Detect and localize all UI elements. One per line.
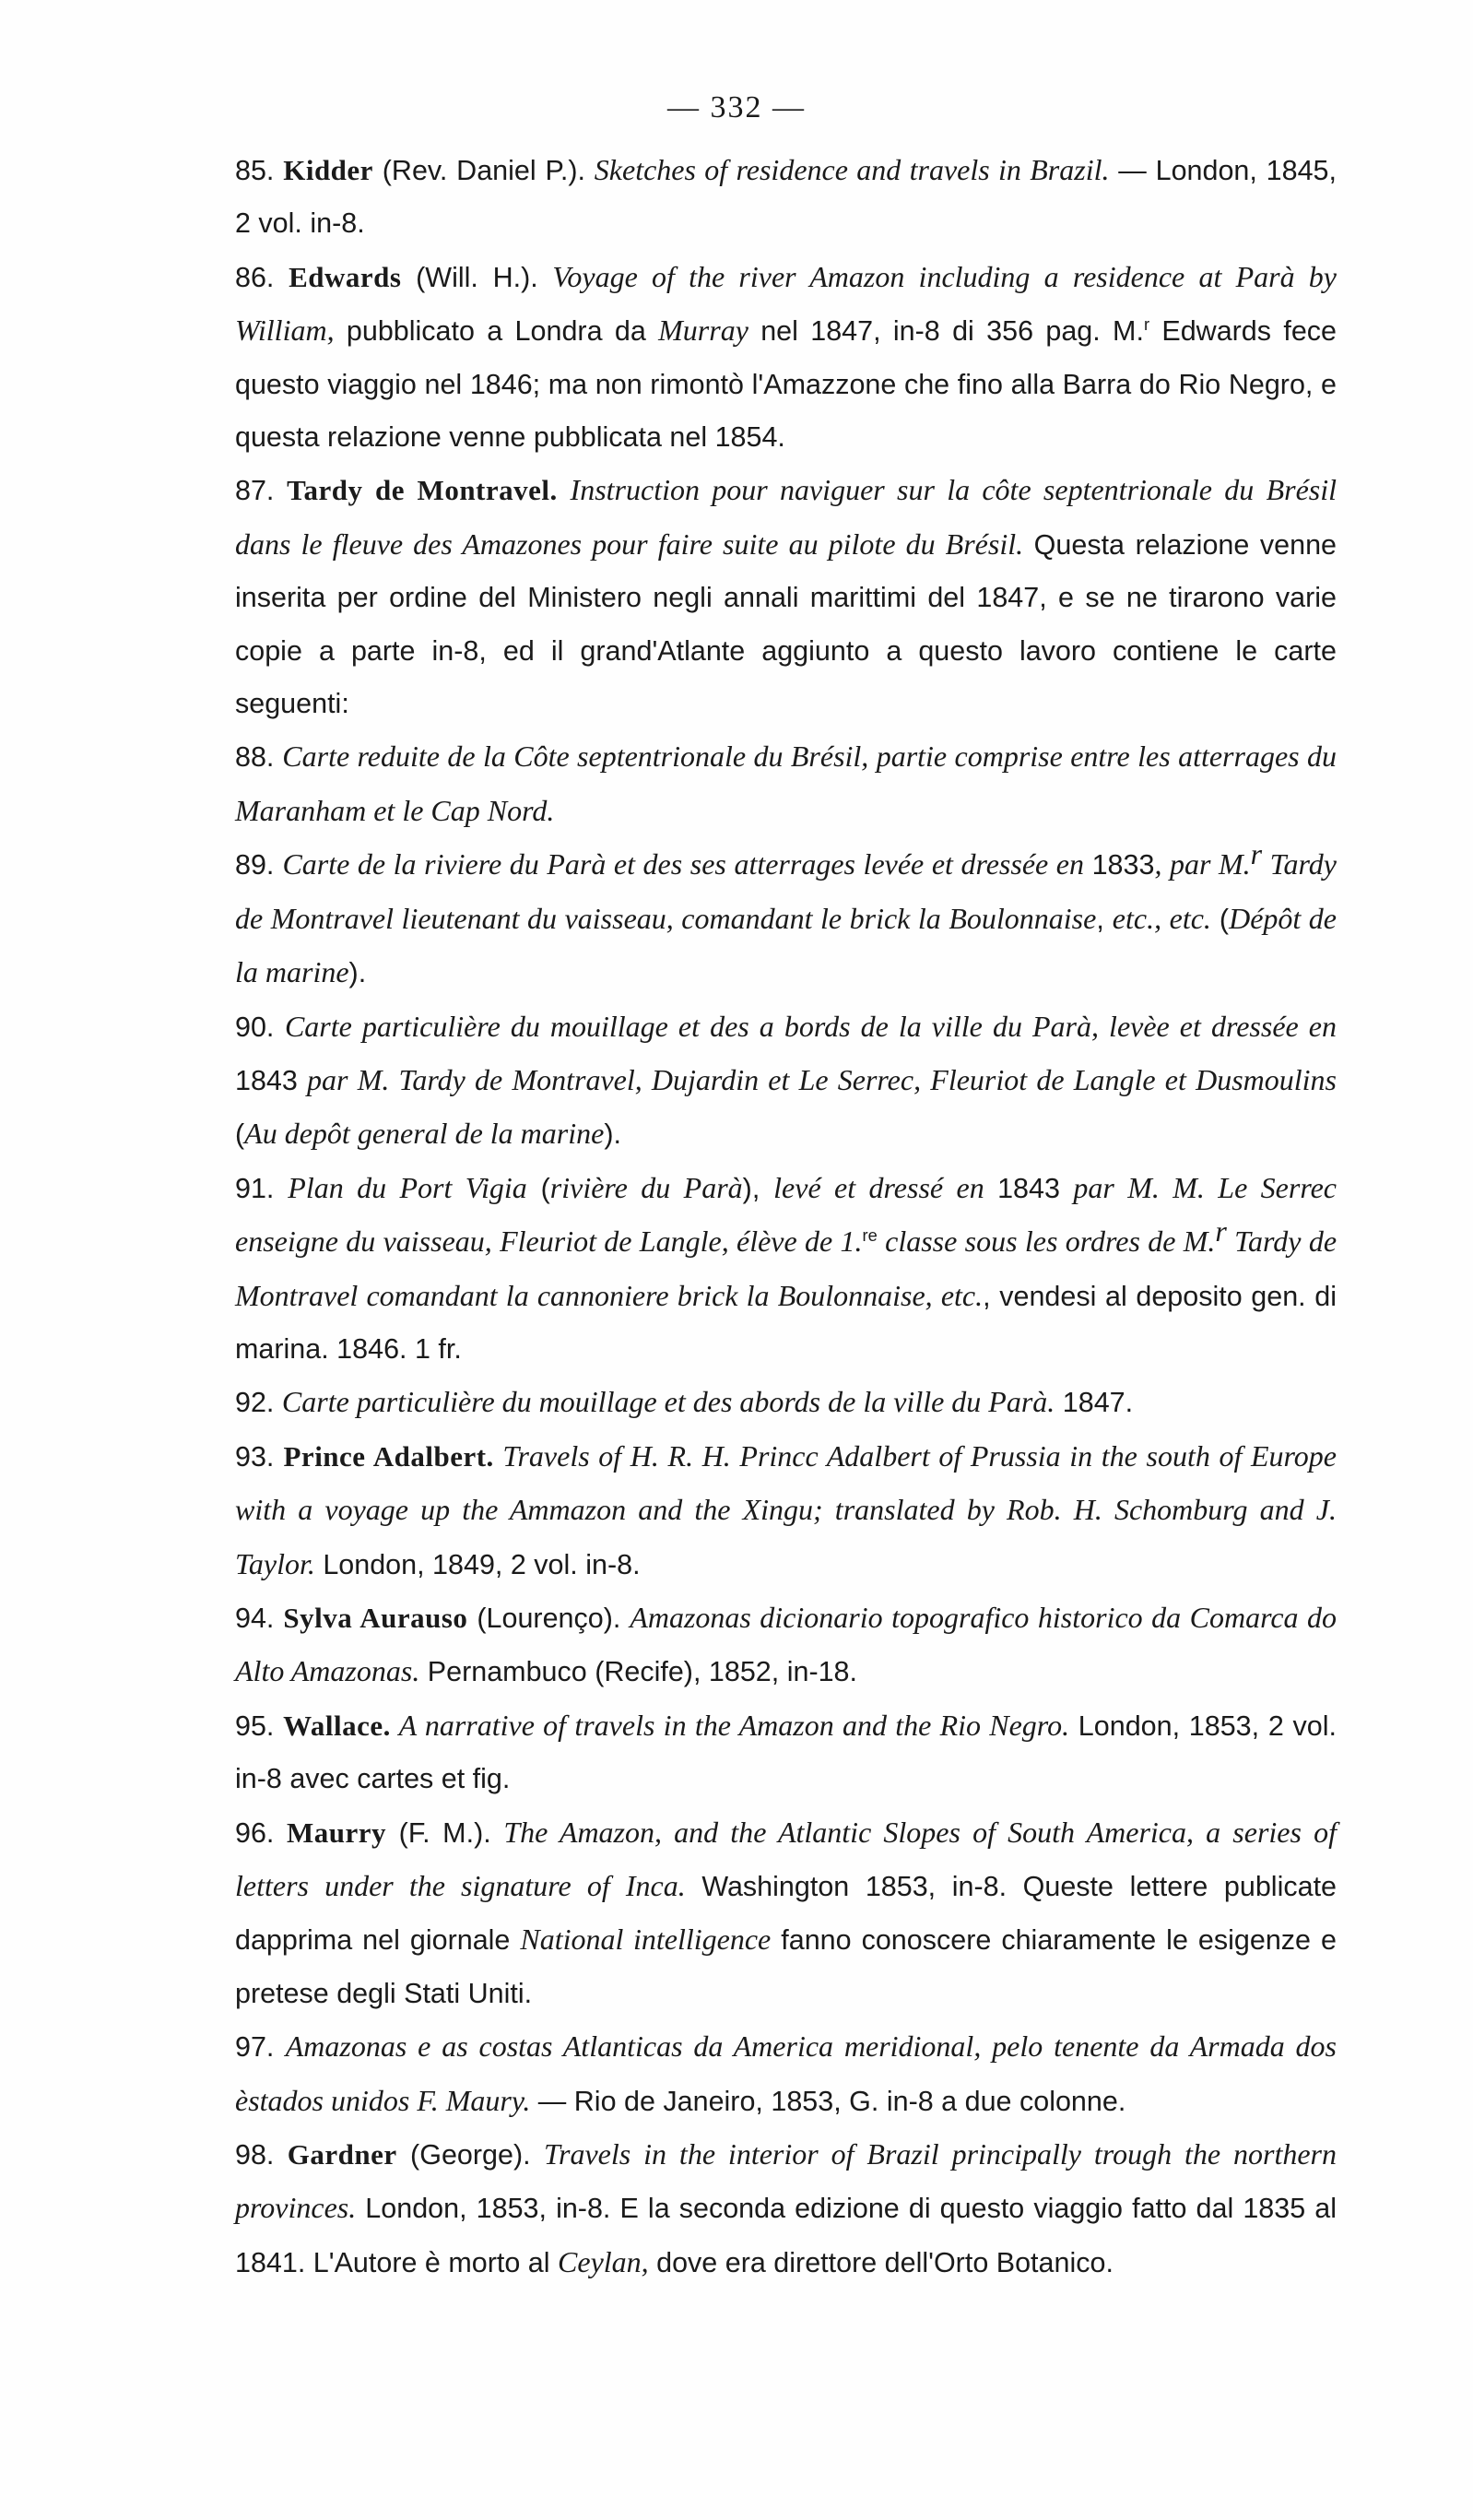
entry-author: Maurry: [287, 1816, 387, 1849]
entry-text: Questa relazione venne inserita per ordine del Ministero negli annali marittimi del 1847, e se ne tirarono varie copie a parte in-8, ed il grand'Atlante aggiunto a questo lavoro contiene le carte seguenti:: [235, 528, 1337, 720]
entry-89: [189, 838, 1337, 1000]
entry-title: par M. M. Le Serrec enseigne du vaisseau, Fleuriot de Langle, élève de 1.: [235, 1170, 1337, 1259]
entry-text: ).: [604, 1118, 621, 1151]
entry-text: ),: [742, 1172, 774, 1204]
entry-etc: etc., etc.: [1112, 901, 1211, 935]
entry-number: 95.: [235, 1710, 275, 1742]
entry-author-info: (F. M.).: [386, 1816, 504, 1849]
entry-publication: — London, 1845, 2 vol. in-8.: [235, 155, 1337, 240]
entry-91: [189, 1162, 1337, 1377]
entry-text: nel 1847, in-8 di 356 pag. M.: [748, 315, 1144, 348]
entry-title: The Amazon, and the Atlantic Slopes of South America, a series of letters under the signature of Inca.: [235, 1815, 1337, 1902]
entry-text: London, 1849, 2 vol. in-8.: [314, 1548, 641, 1580]
entry-publisher: Murray: [658, 314, 748, 348]
entry-87: [189, 464, 1337, 730]
entry-text: (: [1210, 903, 1230, 935]
entry-author: Tardy de Montravel.: [287, 474, 558, 507]
entry-number: 90.: [235, 1011, 275, 1043]
entry-text: London, 1853, 2 vol. in-8 avec cartes et fig.: [235, 1710, 1337, 1795]
entry-superscript: re: [862, 1225, 878, 1245]
entry-93: [189, 1430, 1337, 1591]
entry-text: (: [526, 1172, 550, 1204]
entry-title: , par M.: [1154, 847, 1251, 881]
entry-number: 91.: [235, 1172, 275, 1204]
entry-superscript: r: [1215, 1213, 1227, 1248]
entry-place: Ceylan,: [558, 2244, 649, 2278]
entry-number: 88.: [235, 741, 275, 774]
entry-depot: Dépôt de la marine: [235, 901, 1337, 989]
entry-author-info: (Lourenço).: [467, 1602, 630, 1634]
entry-title: classe sous les ordres de M.: [877, 1225, 1216, 1259]
entry-number: 94.: [235, 1602, 275, 1634]
entry-title: Travels of H. R. H. Princc Adalbert of Prussia in the south of Europe with a voyage up the Ammazon and the Xingu; translated by Rob. H. Schomburg and J. Taylor.: [235, 1438, 1337, 1580]
entry-text: ,: [1096, 903, 1113, 935]
entry-95: [189, 1699, 1337, 1806]
entry-title: rivière du Parà: [549, 1170, 743, 1204]
entry-number: 93.: [235, 1440, 275, 1473]
entry-newspaper: National intelligence: [520, 1923, 772, 1957]
entry-author: Kidder: [283, 154, 373, 186]
entry-title: Amazonas dicionario topografico historico da Comarca do Alto Amazonas.: [235, 1600, 1337, 1688]
entry-number: 92.: [235, 1387, 275, 1419]
entry-number: 86.: [235, 261, 275, 293]
entry-title: A narrative of travels in the Amazon and the Rio Negro.: [390, 1708, 1070, 1742]
entry-text: Washington 1853, in-8. Queste lettere publicate dapprima nel giornale: [235, 1871, 1337, 1957]
entry-text: Edwards fece questo viaggio nel 1846; ma non rimontò l'Amazzone che fino alla Barra do Rio Negro, e questa relazione venne pubblicata nel 1854.: [235, 315, 1337, 454]
entry-superscript: r: [1250, 837, 1263, 871]
entry-title: Tardy de Montravel comandant la cannoniere brick la Boulonnaise, etc.: [235, 1225, 1337, 1312]
entry-superscript: r: [1143, 314, 1150, 335]
entry-title: Plan du Port Vigia: [288, 1170, 527, 1204]
entry-title: Carte particulière du mouillage et des abords de la ville du Parà.: [281, 1385, 1055, 1419]
entry-year: 1843: [997, 1172, 1060, 1204]
entry-92: [189, 1376, 1337, 1429]
entry-text: ).: [348, 957, 367, 989]
entry-number: 96.: [235, 1816, 275, 1849]
entry-author-info: (Rev. Daniel P.).: [372, 155, 595, 186]
entry-number: 98.: [235, 2139, 275, 2171]
entry-author: Sylva Aurauso: [283, 1601, 468, 1634]
bibliography-text: [189, 144, 1337, 2289]
entry-title: Sketches of residence and travels in Brazil.: [594, 153, 1110, 186]
entry-title: Carte reduite de la Côte septentrionale du Brésil, partie comprise entre les atterrages du Maranham et le Cap Nord.: [235, 739, 1337, 827]
entry-depot: Au depôt general de la marine: [244, 1117, 605, 1151]
entry-94: [189, 1591, 1337, 1699]
entry-98: [189, 2128, 1337, 2289]
entry-86: [189, 251, 1337, 465]
entry-text: pubblicato a Londra da: [334, 315, 659, 348]
entry-96: [189, 1806, 1337, 2021]
entry-text: London, 1853, in-8. E la seconda edizione di questo viaggio fatto dal 1835 al 1841. L'Autore è morto al: [235, 2193, 1337, 2278]
entry-88: [189, 730, 1337, 838]
entry-number: 87.: [235, 475, 275, 507]
entry-number: 97.: [235, 2031, 275, 2064]
entry-author-info: (George).: [396, 2139, 544, 2171]
entry-title: Voyage of the river Amazon including a residence at Parà by William,: [235, 259, 1337, 348]
entry-author: Wallace.: [283, 1709, 391, 1742]
entry-85: [189, 144, 1337, 251]
entry-90: [189, 1000, 1337, 1162]
entry-author: Gardner: [287, 2138, 397, 2171]
entry-title: Carte particulière du mouillage et des a bords de la ville du Parà, levèe et dressée en: [284, 1009, 1337, 1043]
entry-text: Pernambuco (Recife), 1852, in-18.: [419, 1656, 857, 1688]
entry-title: levé et dressé en: [773, 1170, 998, 1204]
entry-text: dove era direttore dell'Orto Botanico.: [648, 2246, 1114, 2278]
entry-author: Prince Adalbert.: [283, 1439, 494, 1473]
entry-text: , vendesi al deposito gen. di marina. 1846. 1 fr.: [235, 1280, 1337, 1365]
entry-title: Carte de la riviere du Parà et des ses atterrages levée et dressée en: [282, 847, 1092, 881]
entry-text: (: [235, 1118, 245, 1151]
entry-author-info: (Will. H.).: [401, 261, 553, 293]
entry-title: par M. Tardy de Montravel, Dujardin et Le Serrec, Fleuriot de Langle et Dusmoulins: [297, 1062, 1337, 1096]
entry-title: Amazonas e as costas Atlanticas da America meridional, pelo tenente da Armada dos èstados unidos F. Maury.: [235, 2029, 1337, 2117]
entry-year: 1843: [235, 1064, 298, 1096]
entry-title: Travels in the interior of Brazil principally trough the northern provinces.: [235, 2137, 1337, 2225]
entry-text: 1847.: [1055, 1387, 1134, 1419]
entry-title: Tardy de Montravel lieutenant du vaisseau, comandant le brick la Boulonnaise: [235, 847, 1337, 935]
entry-title: Instruction pour naviguer sur la côte septentrionale du Brésil dans le fleuve des Amazones pour faire suite au pilote du Brésil.: [235, 473, 1337, 561]
entry-text: fanno conoscere chiaramente le esigenze e pretese degli Stati Uniti.: [235, 1924, 1337, 2009]
entry-text: — Rio de Janeiro, 1853, G. in-8 a due colonne.: [530, 2085, 1126, 2117]
entry-number: 85.: [235, 155, 275, 186]
page-number: — 332 —: [667, 90, 806, 124]
entry-author: Edwards: [289, 260, 402, 293]
entry-number: 89.: [235, 849, 275, 881]
entry-97: [189, 2020, 1337, 2128]
entry-year: 1833: [1091, 849, 1155, 881]
